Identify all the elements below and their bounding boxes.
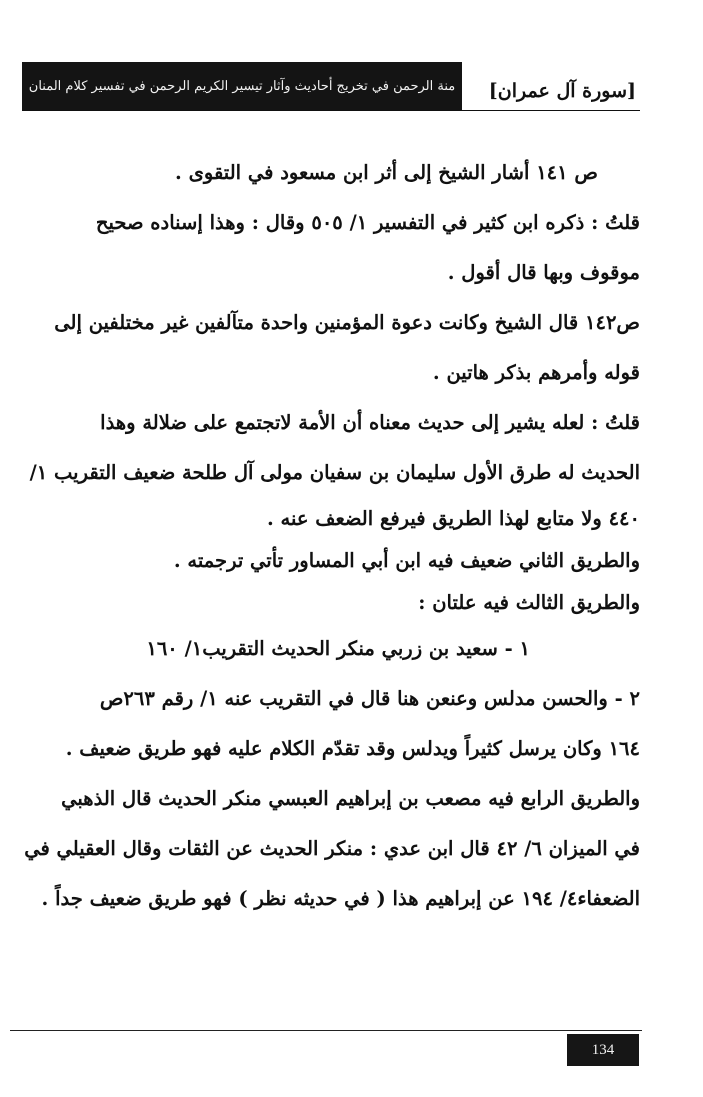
text-line: والطريق الثاني ضعيف فيه ابن أبي المساور تأتي ترجمته . xyxy=(173,549,640,572)
text-line: قلتُ : ذكره ابن كثير في التفسير ١/ ٥٠٥ وقال : وهذا إسناده صحيح xyxy=(95,211,640,234)
footer-divider xyxy=(10,1030,642,1031)
text-line: ص ١٤١ أشار الشيخ إلى أثر ابن مسعود في التقوى . xyxy=(175,161,598,184)
text-line: ص١٤٢ قال الشيخ وكانت دعوة المؤمنين واحدة متآلفين غير مختلفين إلى xyxy=(54,311,640,334)
text-line: الضعفاء٤/ ١٩٤ عن إبراهيم هذا ( في حديثه نظر ) فهو طريق ضعيف جداً . xyxy=(41,887,640,910)
page-number: 134 xyxy=(591,1041,615,1058)
book-title: منة الرحمن في تخريج أحاديث وآثار تيسير الكريم الرحمن في تفسير كلام المنان xyxy=(28,78,456,94)
text-line: موقوف وبها قال أقول . xyxy=(447,261,640,284)
text-line: والطريق الرابع فيه مصعب بن إبراهيم العبسي منكر الحديث قال الذهبي xyxy=(61,787,640,810)
book-title-banner xyxy=(22,62,462,110)
text-line: ٢ - والحسن مدلس وعنعن هنا قال في التقريب عنه ١/ رقم ٢٦٣ص xyxy=(99,687,640,710)
text-line: قلتُ : لعله يشير إلى حديث معناه أن الأمة لاتجتمع على ضلالة وهذا xyxy=(100,411,640,434)
text-line: ١٦٤ وكان يرسل كثيراً ويدلس وقد تقدّم الكلام عليه فهو طريق ضعيف . xyxy=(65,737,640,760)
surah-label: [سورة آل عمران] xyxy=(488,80,636,102)
page-number-box xyxy=(567,1034,639,1066)
text-line: ١ - سعيد بن زربي منكر الحديث التقريب١/ ١٦٠ xyxy=(146,637,530,660)
text-line: الحديث له طرق الأول سليمان بن سفيان مولى آل طلحة ضعيف التقريب ١/ xyxy=(29,461,640,484)
running-header xyxy=(22,62,640,111)
text-line: ٤٤٠ ولا متابع لهذا الطريق فيرفع الضعف عنه . xyxy=(266,507,640,530)
text-line: في الميزان ٦/ ٤٢ قال ابن عدي : منكر الحديث عن الثقات وقال العقيلي في xyxy=(24,837,640,860)
page-body xyxy=(22,148,640,924)
text-line: قوله وأمرهم بذكر هاتين . xyxy=(432,361,640,384)
text-line: والطريق الثالث فيه علتان : xyxy=(418,591,640,614)
